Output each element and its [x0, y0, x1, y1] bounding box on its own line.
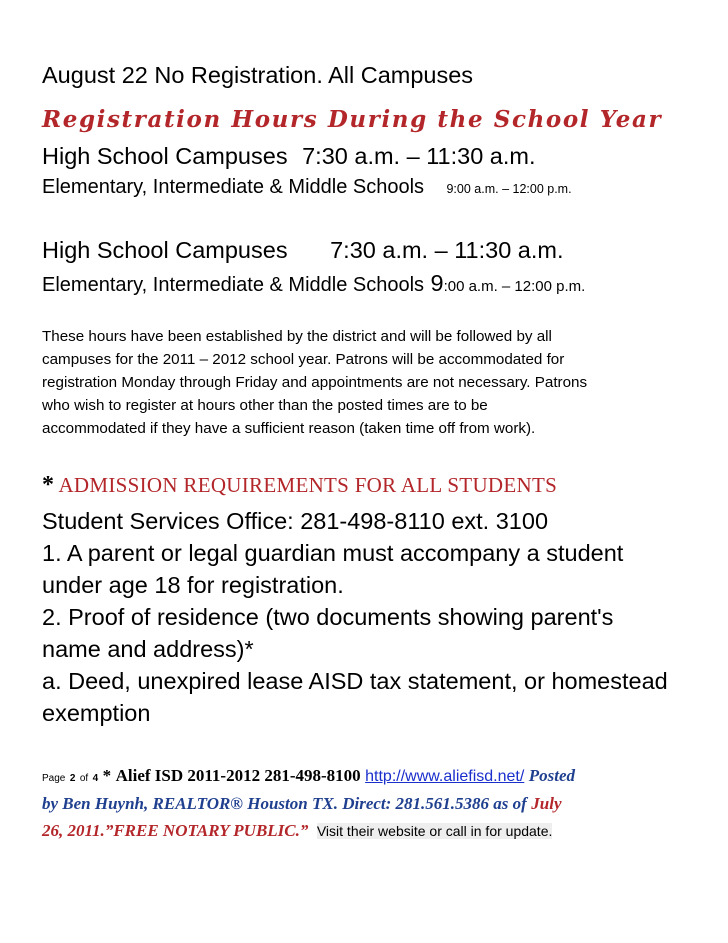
footer-line-2 [42, 794, 562, 814]
district-info: Alief ISD 2011-2012 281-498-8100 [115, 766, 361, 785]
notary-notice: ”FREE NOTARY PUBLIC.” [104, 821, 309, 840]
high-school-time: 7:30 a.m. – 11:30 a.m. [330, 237, 564, 263]
date-month: July [531, 794, 562, 813]
paragraph-line: campuses for the 2011 – 2012 school year. Patrons will be accommodated for [42, 351, 565, 368]
elementary-label: Elementary, Intermediate & Middle Schools [42, 274, 425, 296]
requirement-2a-line-1: a. Deed, unexpired lease AISD tax statement, or homestead [42, 668, 668, 694]
admission-heading-text: ADMISSION REQUIREMENTS FOR ALL STUDENTS [58, 473, 558, 497]
of-label: of [79, 773, 89, 784]
page-total: 4 [92, 773, 99, 784]
requirement-2-line-2: name and address)* [42, 636, 254, 662]
paragraph-line: who wish to register at hours other than the posted times are to be [42, 397, 488, 414]
student-services-office: Student Services Office: 281-498-8110 ext. 3100 [42, 508, 549, 534]
footer-line-1 [42, 766, 575, 786]
requirement-2-line-1: 2. Proof of residence (two documents showing parent's [42, 604, 614, 630]
high-school-time: 7:30 a.m. – 11:30 a.m. [302, 143, 536, 169]
elementary-time: 9:00 a.m. – 12:00 p.m. [446, 182, 572, 196]
realtor-byline: by Ben Huynh, REALTOR® Houston TX. Direct: 281.561.5386 as of [42, 794, 527, 813]
page-label: Page [42, 773, 66, 784]
posted-label: Posted [528, 766, 576, 785]
high-school-hours-line-1 [42, 143, 536, 170]
paragraph-line: accommodated if they have a sufficient reason (taken time off from work). [42, 420, 536, 437]
high-school-label: High School Campuses [42, 237, 288, 263]
footer-line-3 [42, 821, 552, 841]
requirement-1-line-2: under age 18 for registration. [42, 572, 344, 598]
no-registration-notice: August 22 No Registration. All Campuses [42, 62, 474, 88]
elementary-time-rest: :00 a.m. – 12:00 p.m. [443, 278, 586, 295]
asterisk: * [42, 472, 54, 498]
requirement-2a-line-2: exemption [42, 700, 151, 726]
admission-heading [42, 472, 557, 499]
elementary-hours-line-1 [42, 176, 572, 199]
requirement-1-line-1: 1. A parent or legal guardian must accompany a student [42, 540, 624, 566]
registration-hours-heading: Registration Hours During the School Year [42, 106, 663, 133]
page-number: 2 [69, 773, 76, 784]
elementary-label: Elementary, Intermediate & Middle Schools [42, 176, 425, 198]
high-school-label: High School Campuses [42, 143, 288, 169]
paragraph-line: These hours have been established by the district and will be followed by all [42, 328, 552, 345]
elementary-hours-line-2 [42, 270, 585, 297]
high-school-hours-line-2 [42, 237, 564, 264]
elementary-time-hour: 9 [430, 270, 444, 296]
district-website-link[interactable]: http://www.aliefisd.net/ [365, 768, 525, 785]
date-rest: 26, 2011. [42, 821, 105, 840]
asterisk: * [102, 766, 112, 785]
visit-notice: Visit their website or call in for update. [316, 823, 553, 839]
paragraph-line: registration Monday through Friday and appointments are not necessary. Patrons [42, 374, 588, 391]
